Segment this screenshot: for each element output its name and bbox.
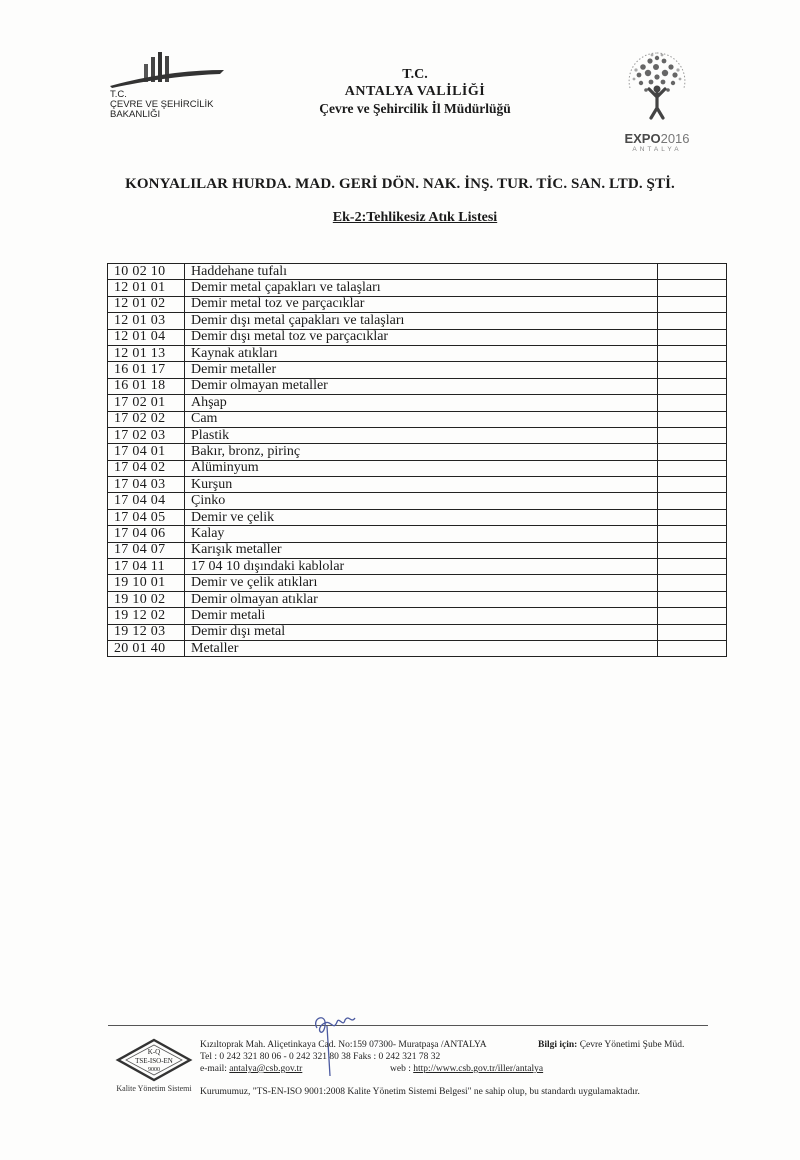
empty-cell <box>658 640 727 656</box>
table-row <box>108 296 727 312</box>
waste-description: Demir dışı metal <box>185 624 658 640</box>
waste-description: Demir dışı metal toz ve parçacıklar <box>185 329 658 345</box>
table-row <box>108 477 727 493</box>
waste-description: 17 04 10 dışındaki kablolar <box>185 559 658 575</box>
waste-code: 20 01 40 <box>108 640 185 656</box>
empty-cell <box>658 280 727 296</box>
waste-list-body <box>108 264 727 657</box>
empty-cell <box>658 362 727 378</box>
empty-cell <box>658 526 727 542</box>
table-row <box>108 559 727 575</box>
footer-web <box>390 1064 543 1074</box>
page-header <box>280 66 550 117</box>
waste-description: Haddehane tufalı <box>185 264 658 280</box>
expo-name: EXPO <box>624 131 661 146</box>
footer-address: Kızıltoprak Mah. Aliçetinkaya Cad. No:159 07300- Muratpaşa /ANTALYA <box>200 1040 487 1050</box>
table-row <box>108 329 727 345</box>
empty-cell <box>658 427 727 443</box>
company-name: KONYALILAR HURDA. MAD. GERİ DÖN. NAK. İNŞ. TUR. TİC. SAN. LTD. ŞTİ. <box>125 176 675 192</box>
empty-cell <box>658 542 727 558</box>
table-row <box>108 624 727 640</box>
waste-description: Alüminyum <box>185 460 658 476</box>
quality-cert-logo <box>108 1038 200 1098</box>
waste-code: 17 04 05 <box>108 509 185 525</box>
waste-code: 17 04 04 <box>108 493 185 509</box>
expo-logo <box>612 48 702 156</box>
empty-cell <box>658 444 727 460</box>
waste-code: 17 04 02 <box>108 460 185 476</box>
table-row <box>108 640 727 656</box>
waste-description: Demir metaller <box>185 362 658 378</box>
footer-web-link[interactable]: http://www.csb.gov.tr/iller/antalya <box>413 1064 544 1074</box>
empty-cell <box>658 559 727 575</box>
expo-wordmark <box>612 130 702 153</box>
cert-line1: K-Q <box>147 1048 161 1056</box>
table-row <box>108 264 727 280</box>
empty-cell <box>658 493 727 509</box>
empty-cell <box>658 460 727 476</box>
waste-code: 12 01 01 <box>108 280 185 296</box>
waste-code: 16 01 18 <box>108 378 185 394</box>
footer-quality-note: Kurumumuz, "TS-EN-ISO 9001:2008 Kalite Yönetim Sistemi Belgesi" ne sahip olup, bu standardı uygulamaktadır. <box>200 1087 640 1097</box>
table-row <box>108 575 727 591</box>
waste-description: Çinko <box>185 493 658 509</box>
footer-web-label: web : <box>390 1064 411 1074</box>
footer-email-label: e-mail: <box>200 1064 227 1074</box>
expo-city: ANTALYA <box>632 146 682 153</box>
ministry-line1: T.C. <box>110 89 127 100</box>
expo-tree-icon <box>612 48 702 130</box>
waste-code: 19 10 02 <box>108 591 185 607</box>
header-line2: ANTALYA VALİLİĞİ <box>344 84 486 99</box>
waste-description: Demir metali <box>185 608 658 624</box>
table-row <box>108 444 727 460</box>
empty-cell <box>658 329 727 345</box>
empty-cell <box>658 345 727 361</box>
waste-code: 16 01 17 <box>108 362 185 378</box>
waste-code: 17 02 03 <box>108 427 185 443</box>
waste-code: 12 01 02 <box>108 296 185 312</box>
waste-description: Ahşap <box>185 395 658 411</box>
table-row <box>108 345 727 361</box>
waste-description: Demir metal toz ve parçacıklar <box>185 296 658 312</box>
ministry-name <box>110 90 213 120</box>
waste-code: 17 04 01 <box>108 444 185 460</box>
footer-info-label: Bilgi için: <box>538 1040 578 1050</box>
waste-code: 10 02 10 <box>108 264 185 280</box>
footer-info-value: Çevre Yönetimi Şube Müd. <box>579 1040 685 1050</box>
waste-code: 19 10 01 <box>108 575 185 591</box>
footer-phone: Tel : 0 242 321 80 06 - 0 242 321 80 38 Faks : 0 242 321 78 32 <box>200 1052 441 1062</box>
empty-cell <box>658 624 727 640</box>
table-row <box>108 395 727 411</box>
table-row <box>108 542 727 558</box>
waste-description: Demir metal çapakları ve talaşları <box>185 280 658 296</box>
footer-info <box>538 1040 684 1050</box>
cert-line3: 9000 <box>148 1067 160 1073</box>
table-row <box>108 493 727 509</box>
table-row <box>108 411 727 427</box>
waste-code: 12 01 03 <box>108 313 185 329</box>
empty-cell <box>658 264 727 280</box>
list-title: Ek-2:Tehlikesiz Atık Listesi <box>332 210 498 225</box>
ministry-line2: ÇEVRE VE ŞEHİRCİLİK <box>110 99 214 110</box>
waste-code: 19 12 02 <box>108 608 185 624</box>
waste-description: Plastik <box>185 427 658 443</box>
waste-list-table <box>107 263 727 657</box>
waste-code: 17 04 03 <box>108 477 185 493</box>
waste-code: 12 01 13 <box>108 345 185 361</box>
waste-description: Bakır, bronz, pirinç <box>185 444 658 460</box>
table-row <box>108 362 727 378</box>
waste-description: Kaynak atıkları <box>185 345 658 361</box>
empty-cell <box>658 378 727 394</box>
waste-description: Metaller <box>185 640 658 656</box>
waste-code: 17 04 11 <box>108 559 185 575</box>
waste-description: Demir dışı metal çapakları ve talaşları <box>185 313 658 329</box>
footer-divider <box>108 1025 708 1026</box>
table-row <box>108 460 727 476</box>
table-row <box>108 509 727 525</box>
empty-cell <box>658 591 727 607</box>
cert-line2: TSE-ISO-EN <box>135 1057 173 1065</box>
tse-cert-icon <box>108 1038 200 1084</box>
waste-code: 12 01 04 <box>108 329 185 345</box>
waste-code: 17 04 06 <box>108 526 185 542</box>
ministry-logo <box>108 46 243 126</box>
waste-description: Demir olmayan atıklar <box>185 591 658 607</box>
waste-description: Kalay <box>185 526 658 542</box>
waste-code: 19 12 03 <box>108 624 185 640</box>
table-row <box>108 427 727 443</box>
footer-email-link[interactable]: antalya@csb.gov.tr <box>229 1064 303 1074</box>
empty-cell <box>658 509 727 525</box>
waste-description: Cam <box>185 411 658 427</box>
header-line1: T.C. <box>402 67 428 82</box>
waste-code: 17 02 02 <box>108 411 185 427</box>
ministry-line3: BAKANLIĞI <box>110 109 161 120</box>
waste-description: Kurşun <box>185 477 658 493</box>
table-row <box>108 608 727 624</box>
empty-cell <box>658 296 727 312</box>
expo-year: 2016 <box>660 131 690 146</box>
footer-email <box>200 1064 302 1074</box>
table-row <box>108 591 727 607</box>
empty-cell <box>658 411 727 427</box>
ministry-emblem-icon <box>108 46 243 92</box>
table-row <box>108 526 727 542</box>
waste-description: Demir olmayan metaller <box>185 378 658 394</box>
empty-cell <box>658 575 727 591</box>
waste-description: Demir ve çelik atıkları <box>185 575 658 591</box>
waste-description: Demir ve çelik <box>185 509 658 525</box>
waste-description: Karışık metaller <box>185 542 658 558</box>
empty-cell <box>658 395 727 411</box>
empty-cell <box>658 477 727 493</box>
table-row <box>108 280 727 296</box>
header-line3: Çevre ve Şehircilik İl Müdürlüğü <box>319 101 511 116</box>
cert-caption: Kalite Yönetim Sistemi <box>116 1084 192 1093</box>
waste-code: 17 04 07 <box>108 542 185 558</box>
empty-cell <box>658 608 727 624</box>
table-row <box>108 378 727 394</box>
empty-cell <box>658 313 727 329</box>
table-row <box>108 313 727 329</box>
waste-code: 17 02 01 <box>108 395 185 411</box>
